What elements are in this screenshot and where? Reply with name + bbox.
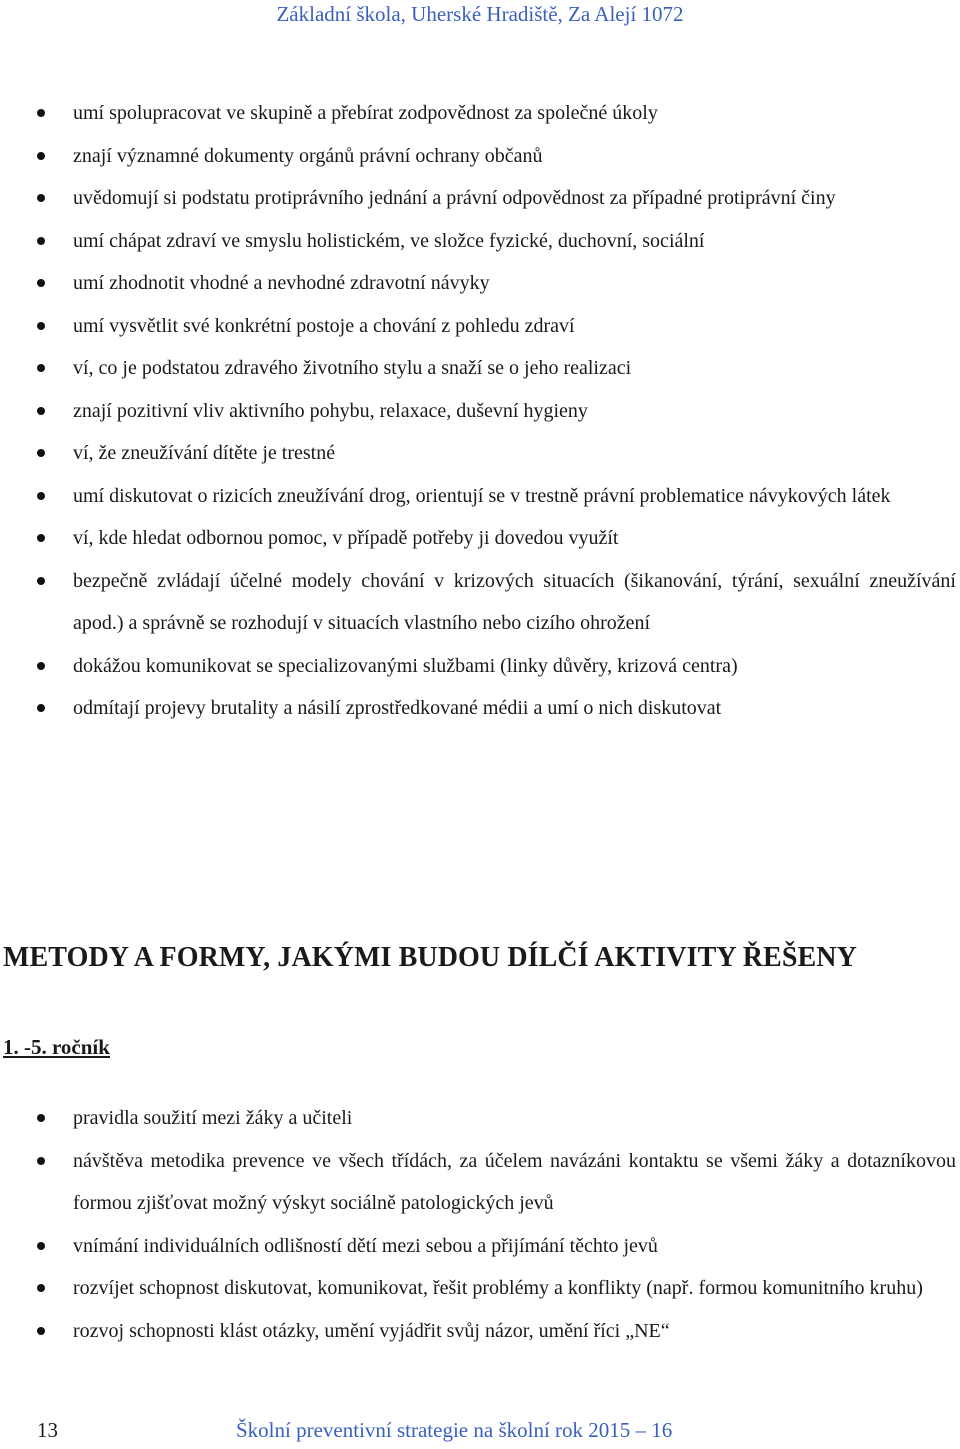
list-item: znají pozitivní vliv aktivního pohybu, relaxace, duševní hygieny xyxy=(0,390,960,433)
methods-list xyxy=(0,1097,960,1352)
page-header xyxy=(0,0,960,30)
list-item: umí zhodnotit vhodné a nevhodné zdravotní návyky xyxy=(0,262,960,305)
list-item: umí chápat zdraví ve smyslu holistickém, ve složce fyzické, duchovní, sociální xyxy=(0,220,960,263)
school-name: Základní škola, Uherské Hradiště, Za Alejí 1072 xyxy=(276,2,684,26)
list-item: dokážou komunikovat se specializovanými službami (linky důvěry, krizová centra) xyxy=(0,645,960,688)
footer-title: Školní preventivní strategie na školní rok 2015 – 16 xyxy=(236,1418,673,1442)
list-item: rozvoj schopnosti klást otázky, umění vyjádřit svůj názor, umění říci „NE“ xyxy=(0,1310,960,1353)
list-item: umí diskutovat o rizicích zneužívání drog, orientují se v trestně právní problematice návykových látek xyxy=(0,475,960,518)
page-number: 13 xyxy=(37,1418,58,1442)
list-item: umí vysvětlit své konkrétní postoje a chování z pohledu zdraví xyxy=(0,305,960,348)
outcomes-list xyxy=(0,92,960,730)
list-item: uvědomují si podstatu protiprávního jednání a právní odpovědnost za případné protiprávní činy xyxy=(0,177,960,220)
list-item: návštěva metodika prevence ve všech třídách, za účelem navázáni kontaktu se všemi žáky a dotazníkovou formou zjišťovat možný výskyt sociálně patologických jevů xyxy=(0,1140,960,1225)
list-item: ví, co je podstatou zdravého životního stylu a snaží se o jeho realizaci xyxy=(0,347,960,390)
list-item: ví, že zneužívání dítěte je trestné xyxy=(0,432,960,475)
page-footer xyxy=(0,1413,960,1447)
list-item: pravidla soužití mezi žáky a učiteli xyxy=(0,1097,960,1140)
grade-subheading: 1. -5. ročník xyxy=(3,1035,110,1059)
list-item: bezpečně zvládají účelné modely chování v krizových situacích (šikanování, týrání, sexuální zneužívání apod.) a správně se rozhodují v situacích vlastního nebo cizího ohrožení xyxy=(0,560,960,645)
section-heading: METODY A FORMY, JAKÝMI BUDOU DÍLČÍ AKTIVITY ŘEŠENY xyxy=(3,942,857,973)
list-item: umí spolupracovat ve skupině a přebírat zodpovědnost za společné úkoly xyxy=(0,92,960,135)
list-item: ví, kde hledat odbornou pomoc, v případě potřeby ji dovedou využít xyxy=(0,517,960,560)
list-item: vnímání individuálních odlišností dětí mezi sebou a přijímání těchto jevů xyxy=(0,1225,960,1268)
list-item: odmítají projevy brutality a násilí zprostředkované médii a umí o nich diskutovat xyxy=(0,687,960,730)
list-item: znají významné dokumenty orgánů právní ochrany občanů xyxy=(0,135,960,178)
list-item: rozvíjet schopnost diskutovat, komunikovat, řešit problémy a konflikty (např. formou komunitního kruhu) xyxy=(0,1267,960,1310)
